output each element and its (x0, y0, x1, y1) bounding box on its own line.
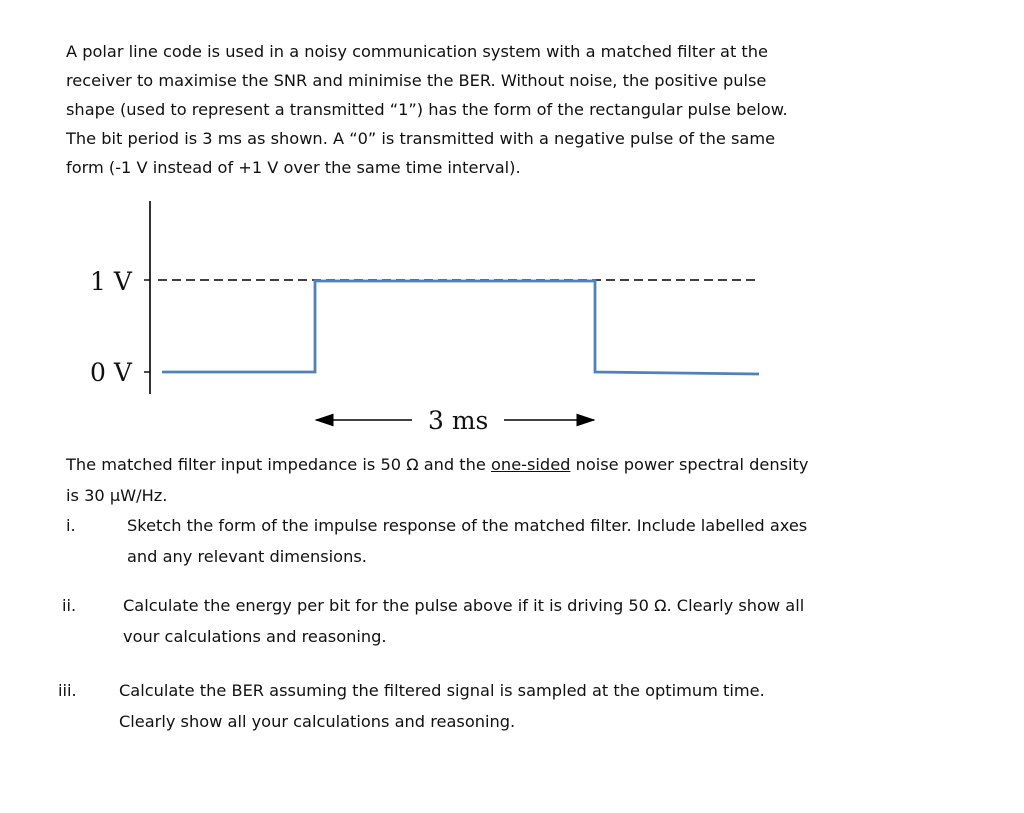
intro-line: A polar line code is used in a noisy communication system with a matched filter at the (66, 42, 768, 61)
label-1v: 1 V (90, 267, 132, 296)
intro-line: shape (used to represent a transmitted “1”) has the form of the rectangular pulse below. (66, 100, 788, 119)
one-sided-underlined: one-sided (491, 455, 571, 474)
question-number: i. (66, 516, 76, 535)
question-line: Sketch the form of the impulse response of the matched filter. Include labelled axes (127, 516, 808, 535)
intro-line: The bit period is 3 ms as shown. A “0” is transmitted with a negative pulse of the same (66, 129, 776, 148)
question-text (123, 590, 804, 652)
question-line: Calculate the BER assuming the filtered signal is sampled at the optimum time. (119, 681, 765, 700)
pulse-waveform (162, 281, 759, 374)
intro-line: receiver to maximise the SNR and minimise the BER. Without noise, the positive pulse (66, 71, 767, 90)
question-number: ii. (62, 596, 77, 615)
question-text (119, 675, 765, 737)
question-number: iii. (58, 681, 77, 700)
question-line: and any relevant dimensions. (127, 547, 367, 566)
duration-label: 3 ms (428, 406, 489, 435)
intro-line: form (-1 V instead of +1 V over the same time interval). (66, 158, 521, 177)
question-line: vour calculations and reasoning. (123, 627, 387, 646)
impedance-text: The matched filter input impedance is 50 Ω and the (66, 455, 492, 474)
question-text (127, 510, 807, 572)
question-line: Calculate the energy per bit for the pulse above if it is driving 50 Ω. Clearly show all (123, 596, 805, 615)
impedance-paragraph (66, 449, 866, 511)
impedance-line-1 (66, 449, 866, 480)
question-line: Clearly show all your calculations and reasoning. (119, 712, 516, 731)
impedance-text-after: noise power spectral density (570, 455, 809, 474)
impedance-line-2: is 30 µW/Hz. (66, 486, 168, 505)
label-0v: 0 V (90, 358, 132, 387)
